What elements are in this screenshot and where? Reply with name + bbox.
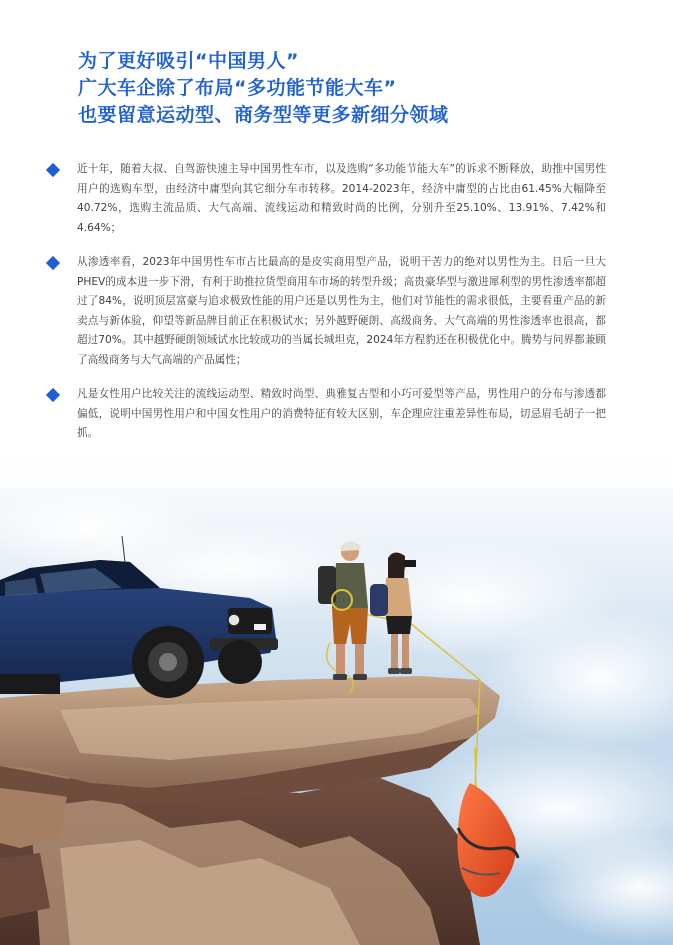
bullet-item	[46, 385, 606, 444]
diamond-bullet-icon	[46, 163, 60, 177]
cliff-suv-photo	[0, 448, 673, 945]
bullet-list	[46, 160, 606, 459]
diamond-bullet-icon	[46, 388, 60, 402]
bullet-text: 近十年，随着大叔、自驾游快速主导中国男性车市，以及选购“多功能节能大车”的诉求不断释放，助推中国男性用户的选购车型，由经济中庸型向其它细分车市转移。2014-2023年，经济中庸型的占比由61.45%大幅降至40.72%，选购主流品质、大气高端、流线运动和精致时尚的比例，分别升至25.10%、13.91%、7.42%和4.64%；	[77, 163, 606, 234]
bullet-text: 从渗透率看，2023年中国男性车市占比最高的是皮实商用型产品，说明干苦力的绝对以男性为主。日后一旦大PHEV的成本进一步下滑，有利于助推拉货型商用车市场的转型升级；高贵豪华型与激进犀利型的男性渗透率都超过了84%，说明顶层富豪与追求极致性能的用户还是以男性为主，他们对节能性的需求很低，主要看重产品的新卖点与新体验，仰望等新品牌目前正在积极试水；另外越野硬朗、高级商务、大气高端的男性渗透率也很高，都超过70%。其中越野硬朗领域试水比较成功的当属长城坦克，2024年方程豹还在积极优化中。腾势与问界都兼顾了高级商务与大气高端的产品属性；	[77, 256, 606, 366]
headline	[78, 48, 598, 129]
bullet-item	[46, 160, 606, 238]
bullet-item	[46, 253, 606, 370]
diamond-bullet-icon	[46, 256, 60, 270]
headline-line-1: 为了更好吸引“中国男人”	[78, 50, 299, 72]
headline-line-2: 广大车企除了布局“多功能节能大车”	[78, 77, 397, 99]
bullet-text: 凡是女性用户比较关注的流线运动型、精致时尚型、典雅复古型和小巧可爱型等产品，男性用户的分布与渗透都偏低，说明中国男性用户和中国女性用户的消费特征有较大区别，车企理应注重差异性布局，切忌眉毛胡子一把抓。	[77, 388, 606, 439]
headline-line-3: 也要留意运动型、商务型等更多新细分领域	[78, 104, 449, 126]
